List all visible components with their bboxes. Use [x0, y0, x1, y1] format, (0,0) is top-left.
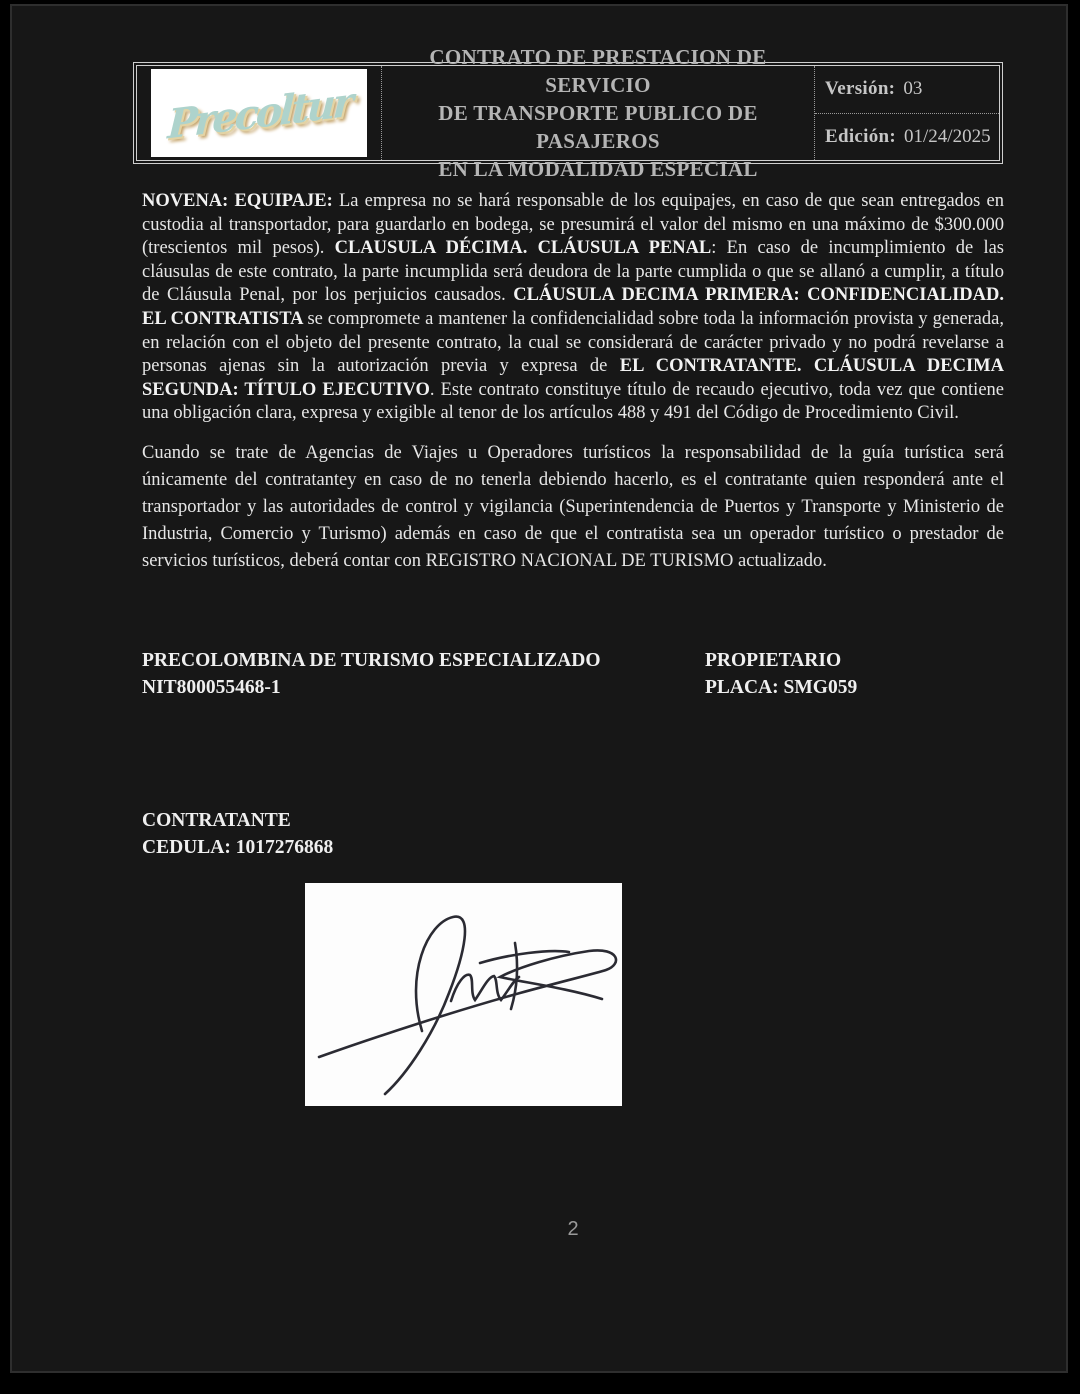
company-block [142, 647, 705, 701]
version-label: Versión: [825, 78, 896, 100]
document-body [142, 166, 1004, 1241]
logo-cell [137, 66, 382, 160]
contractor-label: CONTRATANTE [142, 809, 291, 831]
signature-t-stem-stroke [511, 943, 517, 1009]
page-number: 2 [567, 1217, 579, 1240]
version-info [815, 66, 999, 160]
version-row [815, 66, 999, 114]
document-title-line-2: DE TRANSPORTE PUBLICO DE PASAJEROS [438, 101, 758, 153]
contractor-block [142, 807, 1004, 861]
document-title-line-3: EN LA MODALIDAD ESPECIAL [438, 157, 758, 181]
edition-row [815, 114, 999, 161]
owner-label: PROPIETARIO [705, 649, 842, 671]
version-value: 03 [903, 78, 923, 100]
tourism-paragraph: Cuando se trate de Agencias de Viajes u Operadores turísticos la responsabilidad de la guía turística será únicamente del contratantey en caso de no tenerla debiendo hacerlo, es el contratante quien responderá ante el transportador y las autoridades de control y vigilancia (Superintendencia de Puertos y Transporte y Ministerio de Industria, Comercio y Turismo) además en caso de que el contratista sea un operador turístico o prestador de servicios turísticos, deberá contar con REGISTRO NACIONAL DE TURISMO actualizado. [142, 442, 1004, 571]
clause-paragraph: NOVENA: EQUIPAJE: La empresa no se hará responsable de los equipajes, en caso de que sean entregados en custodia al transportador, para guardarlo en bodega, se presumirá el valor del mismo en una máximo de $300.000 (trescientos mil pesos). CLAUSULA DÉCIMA. CLÁUSULA PENAL: En caso de incumplimiento de las cláusulas de este contrato, la parte incumplida será deudora de la parte cumplida o que se allanó a cumplir, a título de Cláusula Penal, por los perjuicios causados. CLÁUSULA DECIMA PRIMERA: CONFIDENCIALIDAD. EL CONTRATISTA se compromete a mantener la confidencialidad sobre toda la información provista y generada, en relación con el objeto del presente contrato, la cual se considerará de carácter privado y no podrá revelarse a personas ajenas sin la autorización previa y expresa de EL CONTRATANTE. CLÁUSULA DECIMA SEGUNDA: TÍTULO EJECUTIVO. Este contrato constituye título de recaudo ejecutivo, toda vez que contiene una obligación clara, expresa y exigible al tenor de los artículos 488 y 491 del Código de Procedimiento Civil. [142, 191, 1004, 424]
parties-row [142, 647, 1004, 701]
precoltur-logo-text: Precoltur [166, 77, 352, 149]
owner-block [705, 647, 857, 701]
edition-label: Edición: [825, 125, 897, 147]
company-nit: NIT800055468-1 [142, 676, 281, 698]
signature-image [305, 883, 622, 1106]
document-header [133, 45, 1003, 181]
edition-value: 01/24/2025 [904, 125, 991, 147]
signature-underline-stroke [319, 950, 616, 1057]
company-name: PRECOLOMBINA DE TURISMO ESPECIALIZADO [142, 649, 601, 671]
document-title-line-1: CONTRATO DE PRESTACION DE SERVICIO [429, 45, 767, 97]
document-title [382, 45, 815, 181]
document-page [10, 4, 1068, 1373]
owner-plate: PLACA: SMG059 [705, 676, 858, 698]
contractor-id: CEDULA: 1017276868 [142, 836, 334, 858]
precoltur-logo [151, 69, 367, 157]
signature-loop-stroke [385, 917, 465, 1094]
